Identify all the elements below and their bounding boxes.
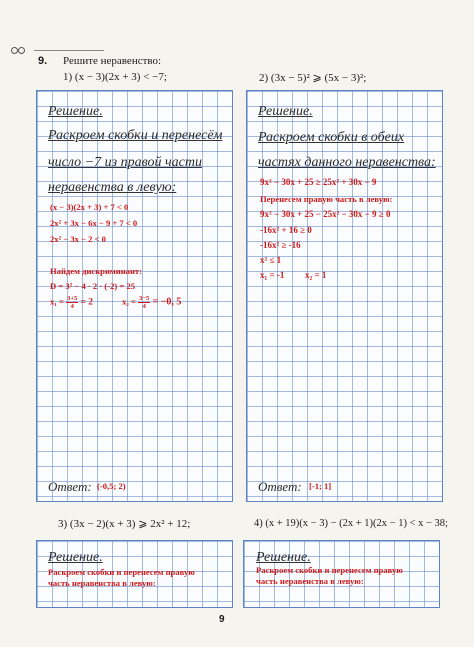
calc-line: 2x² + 3x − 6x − 9 + 7 < 0 [50,218,138,228]
header-rule [34,50,104,51]
problem-2: 2) (3x − 5)² ⩾ (5x − 3)²; [259,72,367,84]
hw-line: Раскроем скобки в обеих [258,130,405,145]
answer-2: [-1; 1] [309,481,332,491]
root-1: x₁ = -1 [260,270,285,280]
calc-line: x² ≤ 1 [260,255,282,265]
solution-label-2: Решение. [258,104,313,119]
solution-label-1: Решение. [48,104,103,119]
solution-grid-2 [246,90,443,502]
answer-label-1: Ответ: [48,479,92,494]
calc-line: Перенесем правую часть в левую: [260,194,393,204]
calc-line: часть неравенства в левую: [48,578,156,588]
calc-line: -16x² + 16 ≥ 0 [260,225,312,235]
solution-label-4: Решение. [256,550,311,565]
problem-4: 4) (x + 19)(x − 3) − (2x + 1)(2x − 1) < x − 38; [254,518,448,529]
discriminant: D = 3² − 4 · 2 · (-2) = 25 [50,281,136,291]
root-1: x₁ = $\frac{3+5}{4}$ = 2 [50,295,93,310]
calc-line: Раскроем скобки и перенесем правую [48,567,195,577]
root-2: x₂ = $\frac{3-5}{4}$ = −0, 5 [122,295,182,310]
calc-line: часть неравенства в левую: [256,576,364,586]
root-2: x₂ = 1 [305,270,327,280]
problem-3: 3) (3x − 2)(x + 3) ⩾ 2x² + 12; [58,518,191,530]
solution-label-3: Решение. [48,550,103,565]
discriminant-title: Найдем дискриминант: [50,266,142,276]
calc-line: 2x² − 3x − 2 < 0 [50,234,106,244]
calc-line: (x − 3)(2x + 3) + 7 < 0 [50,202,129,212]
calc-line: -16x² ≥ -16 [260,240,301,250]
page-number: 9 [219,614,225,625]
problem-1: 1) (x − 3)(2x + 3) < −7; [63,71,167,83]
task-number: 9. [38,55,48,67]
hw-line: число −7 из правой части [48,155,202,170]
hw-line: неравенства в левую: [48,180,177,195]
calc-line: Раскроем скобки и перенесем правую [256,565,403,575]
hw-line: частях данного неравенства: [258,155,436,170]
header-ornament [11,47,29,53]
hw-line: Раскроем скобки и перенесём [48,128,223,143]
answer-1: (-0,5; 2) [97,481,126,491]
calc-line: 9x² − 30x + 25 − 25x² − 30x − 9 ≥ 0 [260,209,391,219]
answer-label-2: Ответ: [258,479,302,494]
task-title: Решите неравенство: [63,55,162,67]
calc-line: 9x² − 30x + 25 ≥ 25x² + 30x − 9 [260,177,377,187]
